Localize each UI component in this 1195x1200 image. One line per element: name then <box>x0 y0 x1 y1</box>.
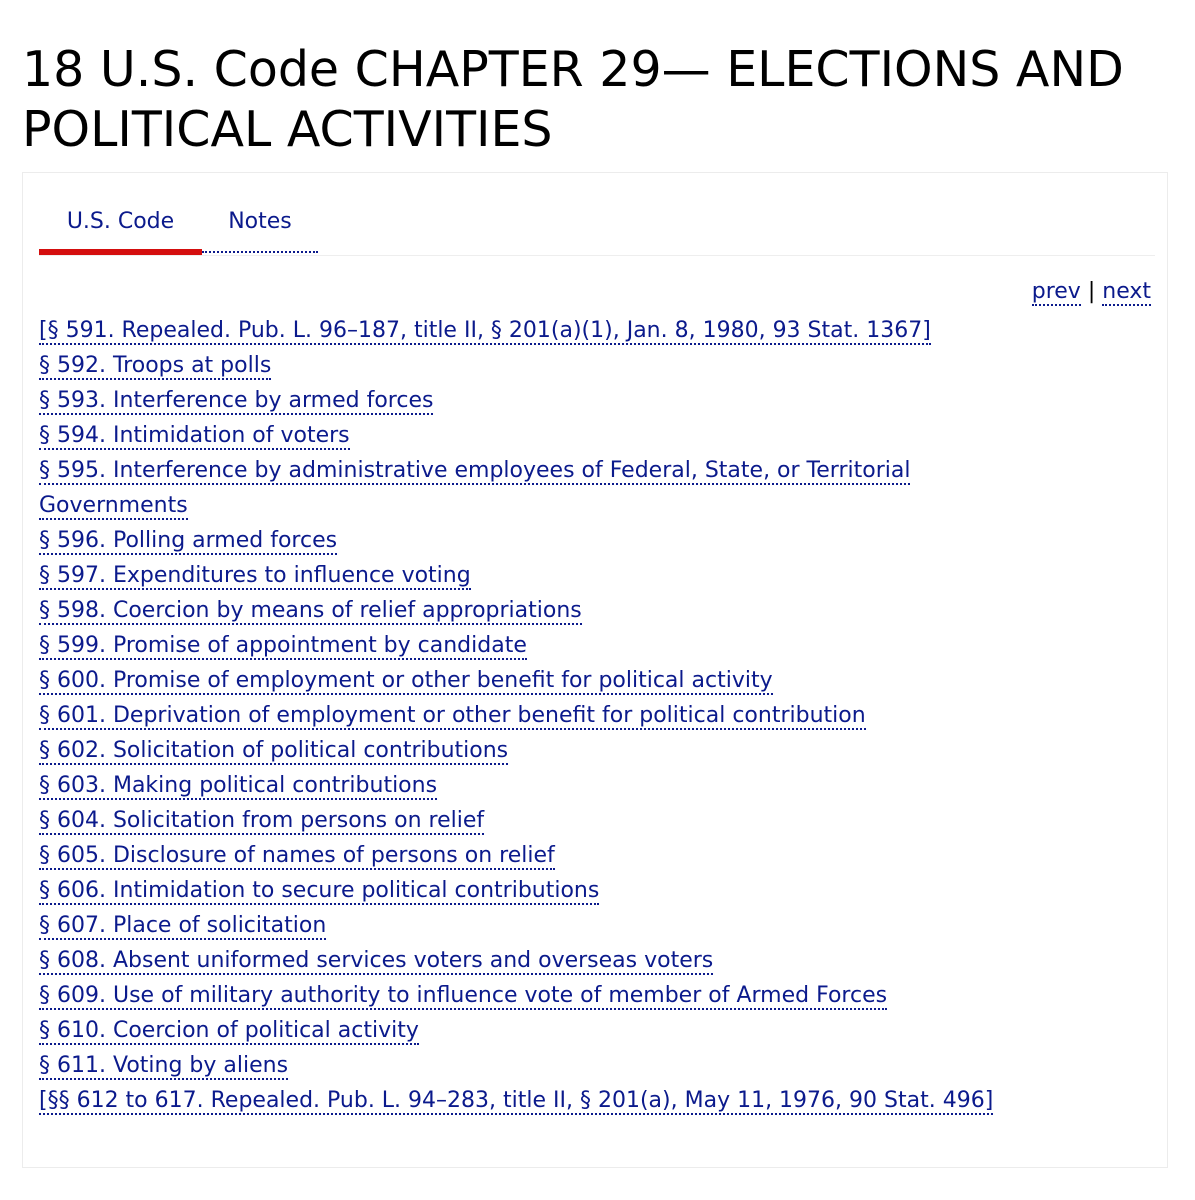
pager <box>1032 279 1151 304</box>
section-link[interactable]: § 611. Voting by aliens <box>39 1053 289 1078</box>
content-panel <box>22 172 1168 1168</box>
tab-bar <box>39 203 1155 256</box>
section-link[interactable]: § 606. Intimidation to secure political contributions <box>39 878 600 903</box>
next-link[interactable]: next <box>1102 279 1151 304</box>
section-link[interactable]: § 603. Making political contributions <box>39 773 438 798</box>
section-link[interactable]: § 609. Use of military authority to influence vote of member of Armed Forces <box>39 983 888 1008</box>
prev-link[interactable]: prev <box>1031 279 1081 304</box>
section-link[interactable]: § 607. Place of solicitation <box>39 913 327 938</box>
section-link[interactable]: § 594. Intimidation of voters <box>39 423 350 448</box>
section-link[interactable]: § 598. Coercion by means of relief appropriations <box>39 598 582 623</box>
section-link[interactable]: § 605. Disclosure of names of persons on relief <box>39 843 555 868</box>
section-link[interactable]: § 595. Interference by administrative employees of Federal, State, or Territorial Governments <box>39 458 911 518</box>
section-list <box>39 313 1039 1118</box>
section-link[interactable]: § 602. Solicitation of political contributions <box>39 738 509 763</box>
section-link[interactable]: § 599. Promise of appointment by candidate <box>39 633 527 658</box>
section-link[interactable]: § 597. Expenditures to influence voting <box>39 563 471 588</box>
page-title: 18 U.S. Code CHAPTER 29— ELECTIONS AND POLITICAL ACTIVITIES <box>22 41 1124 158</box>
tab-notes[interactable]: Notes <box>202 203 318 253</box>
section-link[interactable]: § 601. Deprivation of employment or other benefit for political contribution <box>39 703 866 728</box>
section-link[interactable]: § 592. Troops at polls <box>39 353 272 378</box>
pager-separator: | <box>1087 279 1096 304</box>
section-link[interactable]: § 604. Solicitation from persons on relief <box>39 808 485 833</box>
section-link[interactable]: § 596. Polling armed forces <box>39 528 338 553</box>
section-link[interactable]: [§§ 612 to 617. Repealed. Pub. L. 94–283, title II, § 201(a), May 11, 1976, 90 Stat. 496] <box>39 1088 994 1113</box>
tab-us-code[interactable]: U.S. Code <box>39 203 202 255</box>
section-link[interactable]: § 593. Interference by armed forces <box>39 388 434 413</box>
section-link[interactable]: § 610. Coercion of political activity <box>39 1018 419 1043</box>
section-link[interactable]: § 600. Promise of employment or other benefit for political activity <box>39 668 773 693</box>
section-link[interactable]: [§ 591. Repealed. Pub. L. 96–187, title II, § 201(a)(1), Jan. 8, 1980, 93 Stat. 1367] <box>39 318 931 343</box>
section-link[interactable]: § 608. Absent uniformed services voters and overseas voters <box>39 948 714 973</box>
